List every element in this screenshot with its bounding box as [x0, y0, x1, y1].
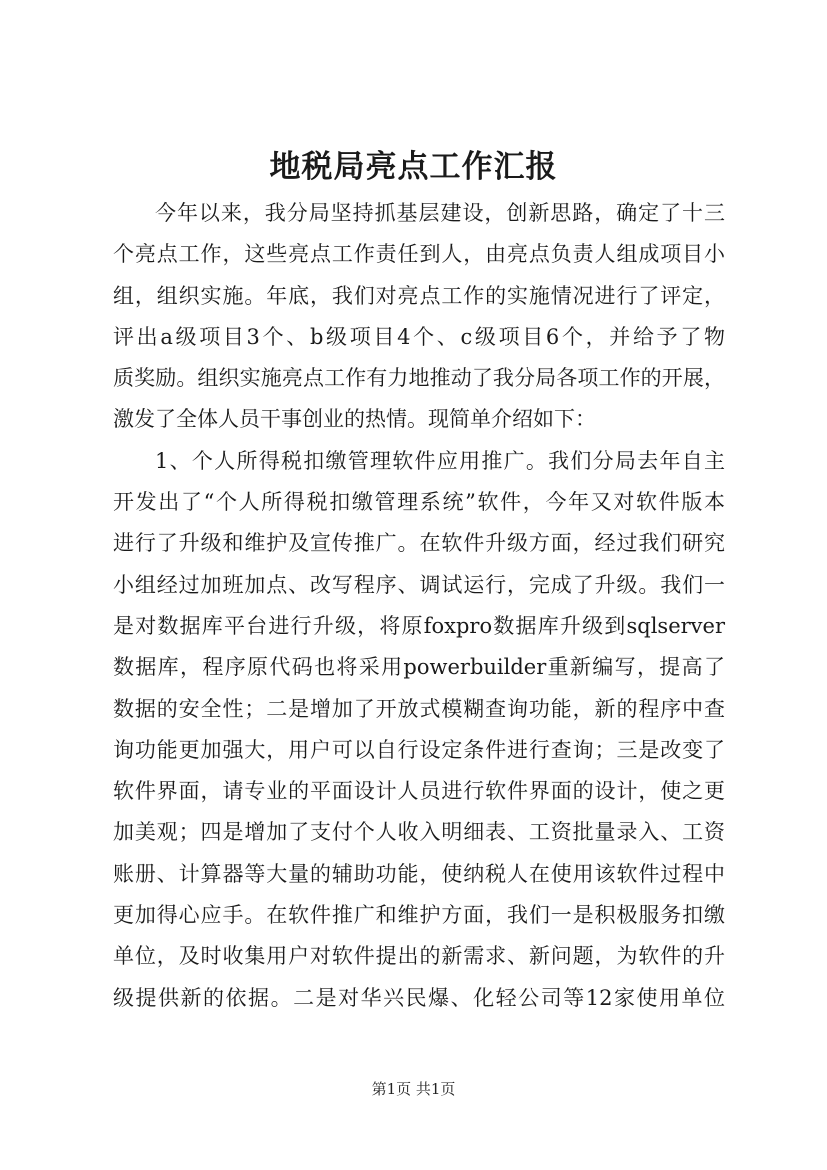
- body-line: 个亮点工作，这些亮点工作责任到人，由亮点负责人组成项目小: [113, 242, 725, 267]
- body-line: 质奖励。组织实施亮点工作有力地推动了我分局各项工作的开展，: [113, 366, 725, 391]
- body-line: 1、个人所得税扣缴管理软件应用推广。我们分局去年自主: [155, 448, 725, 473]
- body-line: 加美观；四是增加了支付个人收入明细表、工资批量录入、工资: [113, 820, 725, 845]
- body-line: 数据的安全性；二是增加了开放式模糊查询功能，新的程序中查: [113, 696, 725, 721]
- body-line: 数据库，程序原代码也将采用powerbuilder重新编写，提高了: [113, 655, 725, 680]
- body-line: 单位，及时收集用户对软件提出的新需求、新问题，为软件的升: [113, 944, 725, 969]
- body-line: 今年以来，我分局坚持抓基层建设，创新思路，确定了十三: [155, 201, 725, 225]
- body-line: 激发了全体人员干事创业的热情。现简单介绍如下：: [113, 407, 596, 432]
- document-body: [113, 193, 725, 1019]
- document-title: 地税局亮点工作汇报: [269, 149, 558, 185]
- body-line: 开发出了“个人所得税扣缴管理系统”软件，今年又对软件版本: [113, 490, 725, 515]
- body-line: 小组经过加班加点、改写程序、调试运行，完成了升级。我们一: [113, 572, 725, 597]
- page-number-footer: 第1页 共1页: [371, 1080, 456, 1098]
- body-line: 软件界面，请专业的平面设计人员进行软件界面的设计，使之更: [113, 779, 725, 804]
- body-line: 级提供新的依据。二是对华兴民爆、化轻公司等12家使用单位: [113, 985, 725, 1010]
- body-line: 更加得心应手。在软件推广和维护方面，我们一是积极服务扣缴: [113, 903, 725, 928]
- body-line: 组，组织实施。年底，我们对亮点工作的实施情况进行了评定，: [113, 283, 725, 308]
- body-line: 询功能更加强大，用户可以自行设定条件进行查询；三是改变了: [113, 737, 725, 762]
- body-line: 进行了升级和维护及宣传推广。在软件升级方面，经过我们研究: [113, 531, 725, 556]
- body-line: 账册、计算器等大量的辅助功能，使纳税人在使用该软件过程中: [113, 861, 725, 886]
- body-line: 是对数据库平台进行升级，将原foxpro数据库升级到sqlserver: [113, 613, 725, 638]
- body-line: 评出a级项目3个、b级项目4个、c级项目6个，并给予了物: [113, 324, 725, 349]
